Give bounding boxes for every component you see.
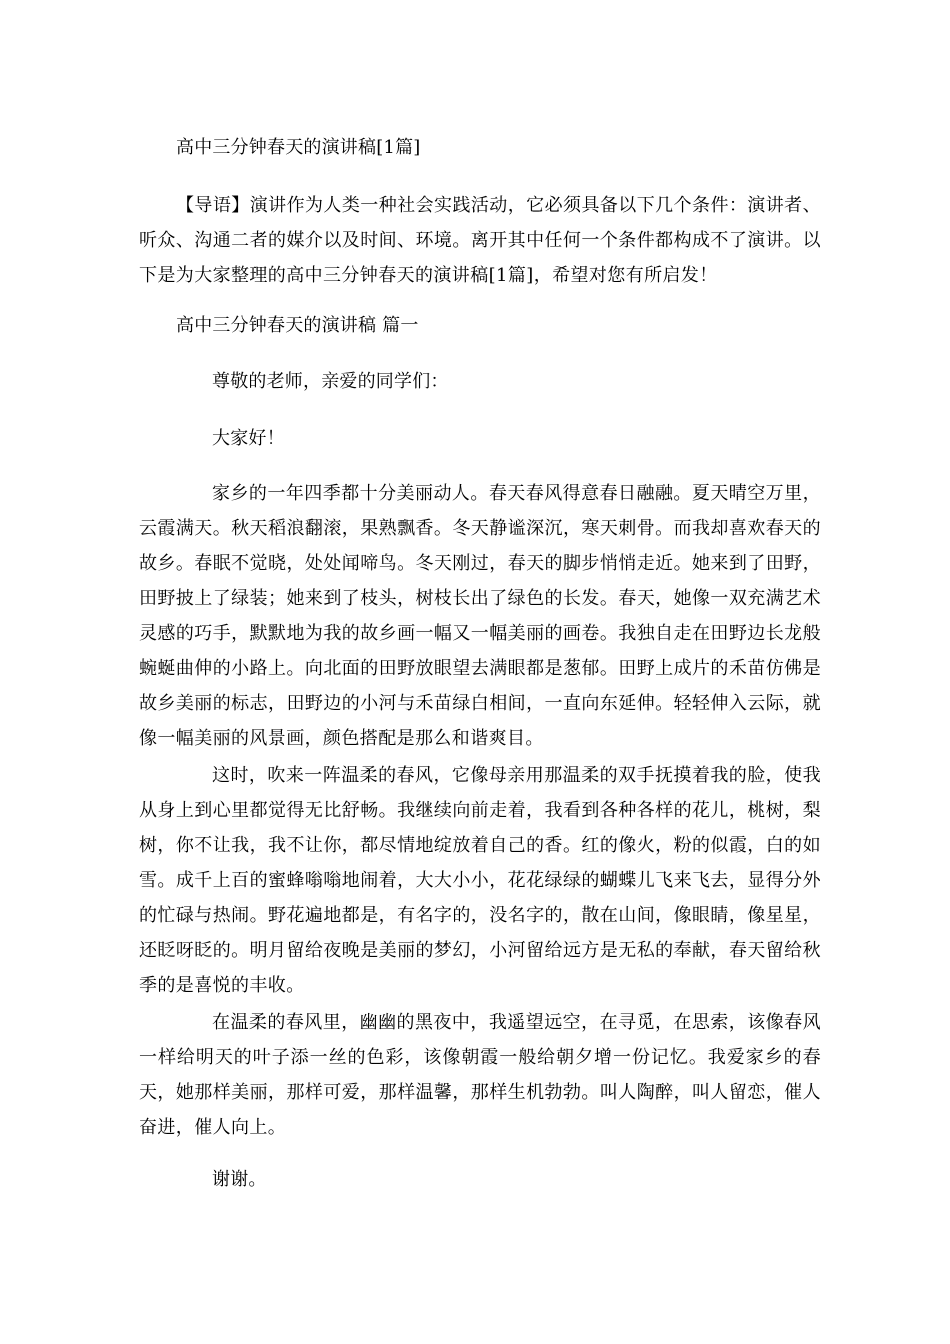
body-paragraph-3: 在温柔的春风里，幽幽的黑夜中，我遥望远空，在寻觅，在思索，该像春风一样给明天的叶子添一丝的色彩，该像朝霞一般给朝夕增一份记忆。我爱家乡的春天，她那样美丽，那样可爱，那样温馨，那样生机勃勃。叫人陶醉，叫人留恋，催人奋进，催人向上。 — [139, 1012, 821, 1138]
body-paragraph-2: 这时，吹来一阵温柔的春风，它像母亲用那温柔的双手抚摸着我的脸，使我从身上到心里都觉得无比舒畅。我继续向前走着，我看到各种各样的花儿，桃树，梨树，你不让我，我不让你，都尽情地绽放着自己的香。红的像火，粉的似霞，白的如雪。成千上百的蜜蜂嗡嗡地闹着，大大小小，花花绿绿的蝴蝶儿飞来飞去，显得分外的忙碌与热闹。野花遍地都是，有名字的，没名字的，散在山间，像眼睛，像星星，还眨呀眨的。明月留给夜晚是美丽的梦幻，小河留给远方是无私的奉献，春天留给秋季的是喜悦的丰收。 — [139, 765, 821, 996]
intro-paragraph: 【导语】演讲作为人类一种社会实践活动，它必须具备以下几个条件：演讲者、听众、沟通二者的媒介以及时间、环境。离开其中任何一个条件都构成不了演讲。以下是为大家整理的高中三分钟春天的演讲稿[1篇]，希望对您有所启发！ — [139, 195, 821, 286]
body-paragraph-1: 家乡的一年四季都十分美丽动人。春天春风得意春日融融。夏天晴空万里，云霞满天。秋天稻浪翻滚，果熟飘香。冬天静谧深沉，寒天刺骨。而我却喜欢春天的故乡。春眠不觉晓，处处闻啼鸟。冬天刚过，春天的脚步悄悄走近。她来到了田野，田野披上了绿装；她来到了枝头，树枝长出了绿色的长发。春天，她像一双充满艺术灵感的巧手，默默地为我的故乡画一幅又一幅美丽的画卷。我独自走在田野边长龙般蜿蜒曲伸的小路上。向北面的田野放眼望去满眼都是葱郁。田野上成片的禾苗仿佛是故乡美丽的标志，田野边的小河与禾苗绿白相间，一直向东延伸。轻轻伸入云际，就像一幅美丽的风景画，颜色搭配是那么和谐爽目。 — [139, 483, 821, 749]
greeting: 大家好！ — [212, 428, 285, 449]
salutation: 尊敬的老师，亲爱的同学们： — [212, 371, 449, 392]
document-title: 高中三分钟春天的演讲稿[1篇] — [176, 137, 421, 158]
closing: 谢谢。 — [212, 1169, 267, 1190]
section-title: 高中三分钟春天的演讲稿 篇一 — [176, 315, 419, 336]
